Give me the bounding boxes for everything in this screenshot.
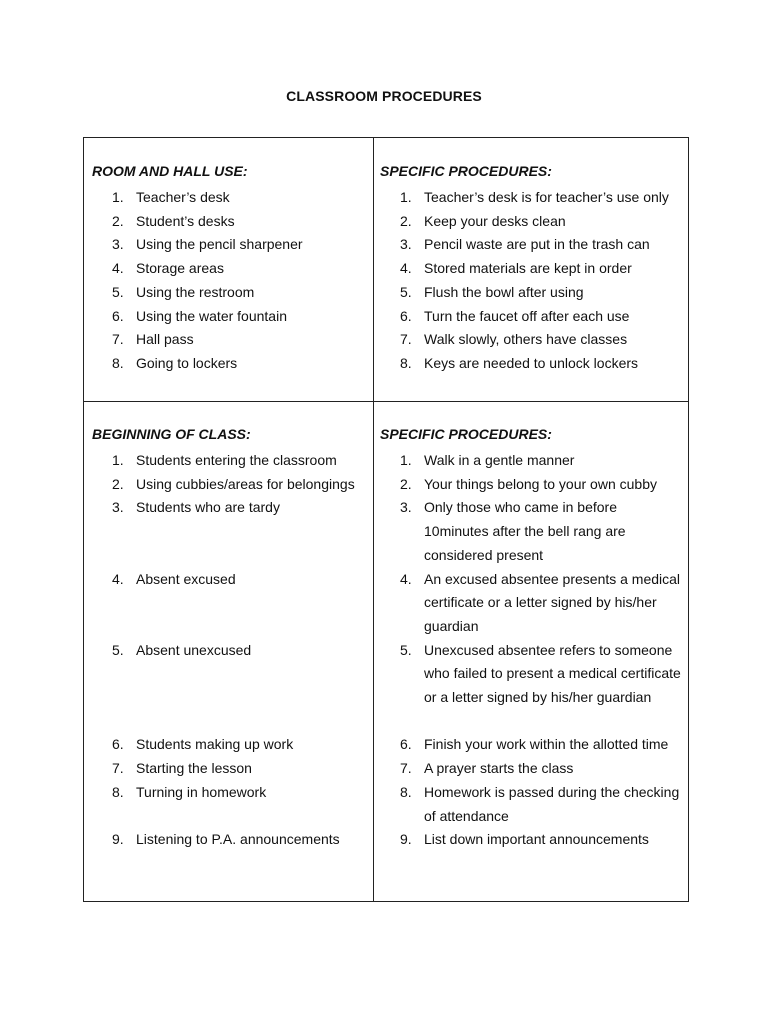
beginning-of-class-cell [92,425,367,852]
list-item: 6. Turn the faucet off after each use [400,307,630,324]
beginning-of-class-list [92,449,367,852]
list-item: 1. Students entering the classroom [112,452,337,468]
specific-procedures-bottom-list [380,449,685,852]
row-divider [84,401,688,402]
list-item: 8. Going to lockers [112,354,238,371]
specific-procedures-bottom-cell [380,425,685,852]
list-item: 7. Walk slowly, others have classes [400,331,628,348]
list-item: 6. Students making up work [112,736,294,753]
list-item: 3. Using the pencil sharpener [112,236,303,253]
section-heading: BEGINNING OF CLASS: [92,426,251,442]
list-item: 7. A prayer starts the class [400,760,574,777]
list-item: 2. Student’s desks [112,212,235,229]
section-heading: SPECIFIC PROCEDURES: [380,426,552,442]
list-item: 5. Flush the bowl after using [400,283,584,300]
list-item: 7. Hall pass [112,331,194,348]
list-item: 9. Listening to P.A. announcements [112,831,340,848]
list-item: 3. Only those who came in before 10minutes after the bell rang are considered present [400,499,626,563]
section-heading: SPECIFIC PROCEDURES: [380,163,552,179]
list-item: 3. Pencil waste are put in the trash can [400,236,650,253]
list-item: 9. List down important announcements [400,831,649,848]
list-item: 1. Walk in a gentle manner [400,452,575,468]
list-item: 8. Turning in homework [112,783,267,800]
list-item: 6. Finish your work within the allotted time [400,736,669,753]
list-item: 5. Absent unexcused [112,641,252,658]
specific-procedures-top-list [380,186,685,376]
list-item: 5. Using the restroom [112,283,255,300]
list-item: 3. Students who are tardy [112,499,280,516]
list-item: 2. Using cubbies/areas for belongings [112,475,355,492]
specific-procedures-top-cell [380,162,685,376]
list-item: 4. Stored materials are kept in order [400,260,632,277]
list-item: 4. Absent excused [112,570,236,587]
list-item: 8. Keys are needed to unlock lockers [400,354,639,371]
list-item: 7. Starting the lesson [112,760,252,777]
list-item: 1. Teacher’s desk is for teacher’s use only [400,189,669,205]
room-hall-use-cell [92,162,367,376]
list-item: 8. Homework is passed during the checking of attendance [400,783,680,824]
list-item: 4. Storage areas [112,260,224,277]
document-title: CLASSROOM PROCEDURES [286,88,482,104]
list-item: 6. Using the water fountain [112,307,287,324]
list-item: 2. Your things belong to your own cubby [400,475,657,492]
section-heading: ROOM AND HALL USE: [92,163,248,179]
procedures-table [83,137,689,902]
column-divider [373,138,374,901]
list-item: 4. An excused absentee presents a medical certificate or a letter signed by his/her guardian [400,570,681,634]
list-item: 2. Keep your desks clean [400,212,566,229]
list-item: 5. Unexcused absentee refers to someone who failed to present a medical certificate or a letter signed by his/her guardian [400,641,681,706]
list-item: 1. Teacher’s desk [112,189,230,205]
room-hall-use-list [92,186,367,376]
